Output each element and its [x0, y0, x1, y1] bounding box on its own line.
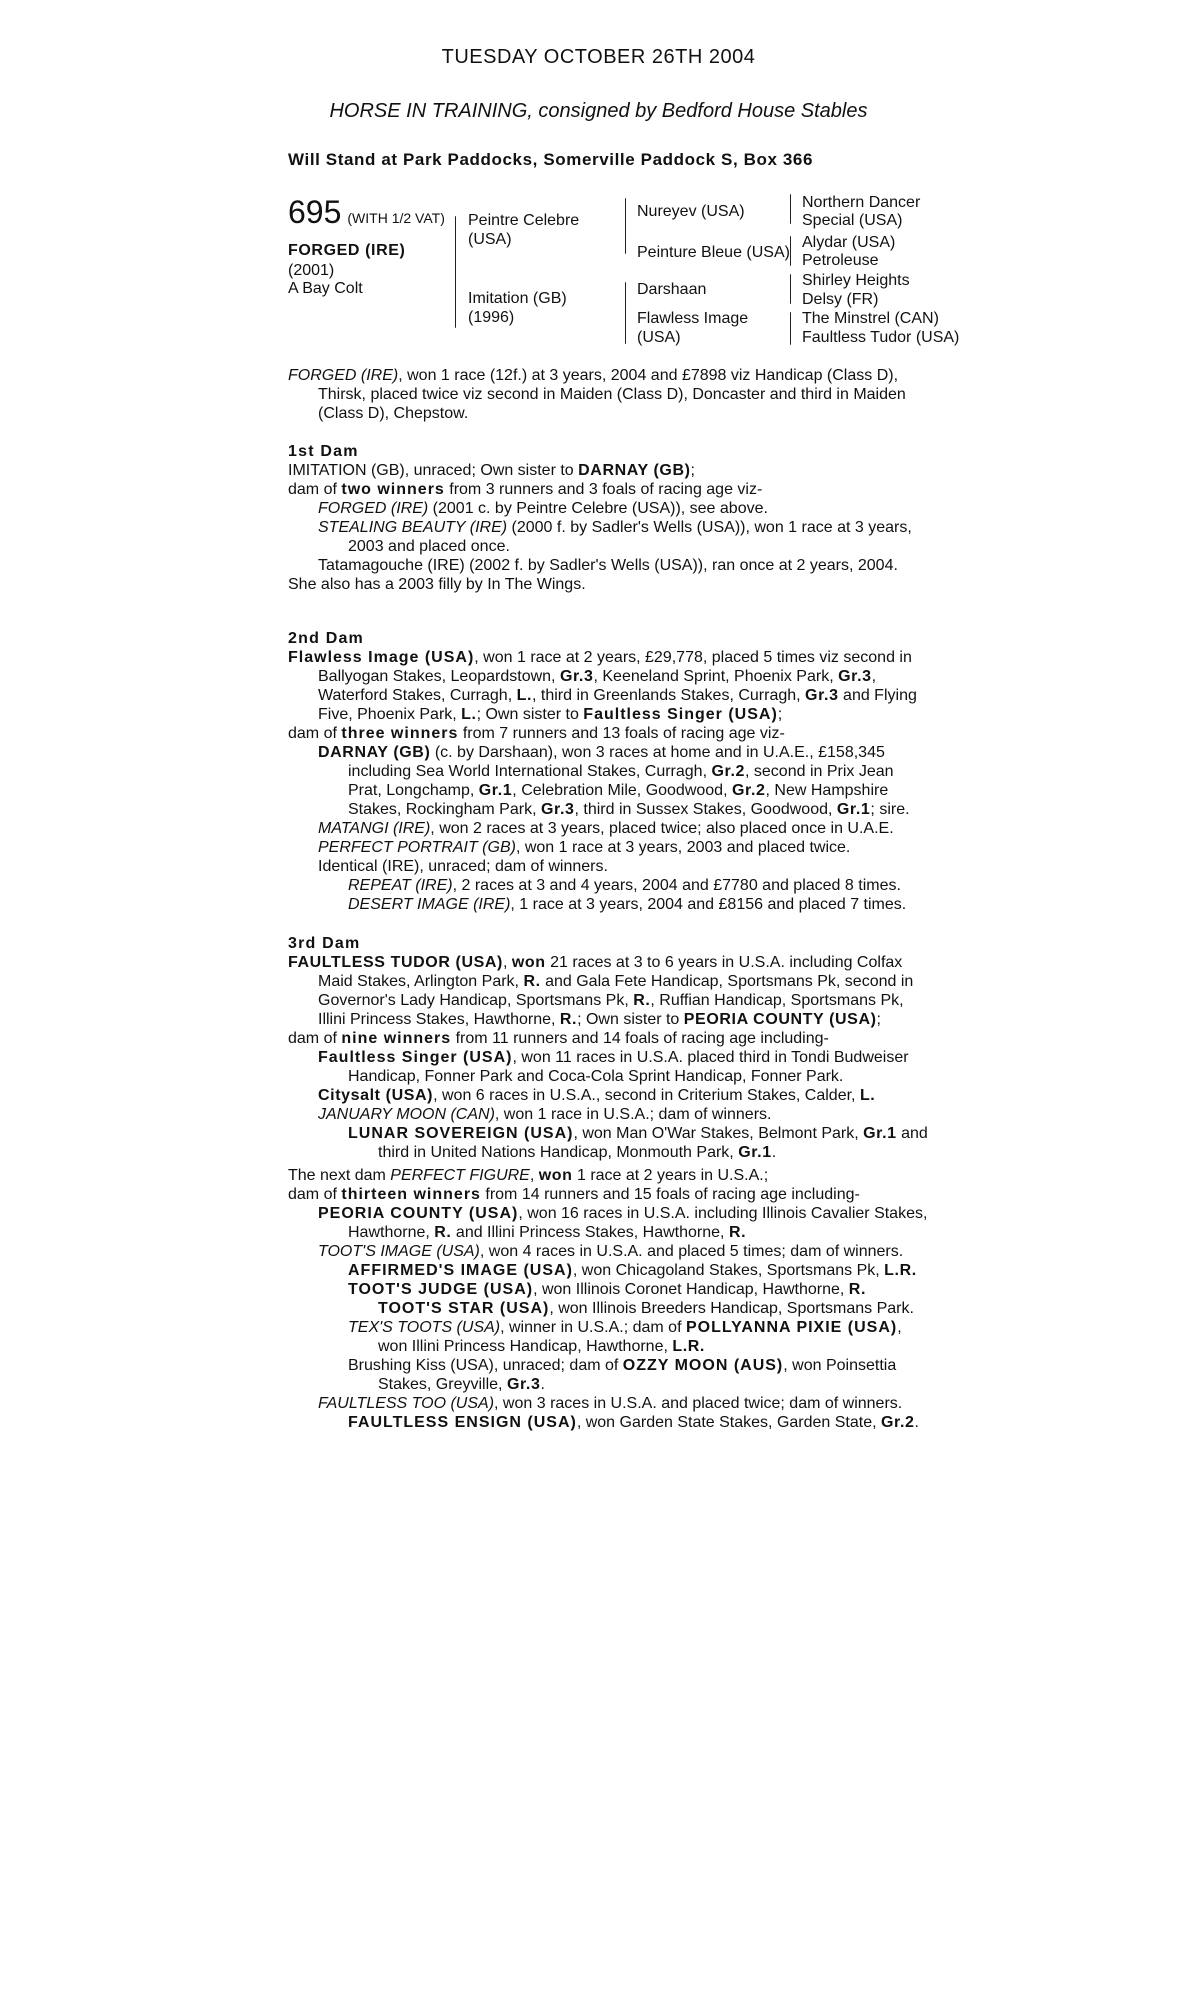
sd-dam: Petroleuse [802, 252, 879, 269]
text-italic: DESERT IMAGE (IRE) [348, 896, 511, 913]
text: . [540, 1376, 545, 1393]
produce-entry [288, 1261, 928, 1280]
produce-entry [288, 1105, 928, 1124]
horse-year: (2001) [288, 262, 335, 279]
produce-entry [288, 743, 928, 819]
text: , won Man O'War Stakes, Belmont Park, [573, 1125, 864, 1142]
text-italic: MATANGI (IRE) [318, 820, 431, 837]
text: (c. by Darshaan), won 3 races at home and in U.A.E., £158,345 including Sea World International Stakes, Curragh, [348, 744, 885, 780]
text: and third in United Nations Handicap, Monmouth Park, [378, 1125, 928, 1161]
text: , won 16 races in U.S.A. including Illinois Cavalier Stakes, Hawthorne, [348, 1205, 928, 1241]
text: The next dam [288, 1167, 391, 1184]
text-bold: DARNAY (GB) [318, 744, 431, 761]
horse-summary [288, 366, 928, 423]
dam-produce-line [288, 1029, 928, 1048]
text: , won Garden State Stakes, Garden State, [576, 1414, 881, 1431]
horse-description: A Bay Colt [288, 280, 363, 297]
text: , Waterford Stakes, Curragh, [318, 668, 877, 704]
text-italic: TOOT'S IMAGE (USA) [318, 1243, 480, 1260]
pedigree-brace [790, 312, 791, 345]
produce-entry [288, 1394, 928, 1413]
text: , won 1 race at 3 years, 2003 and placed twice. [515, 839, 851, 856]
text-italic: FORGED (IRE) [318, 500, 429, 517]
text: . [771, 1144, 777, 1161]
produce-entry [288, 1413, 928, 1432]
text-bold: Faultless Singer (USA) [583, 706, 778, 723]
text: and Flying Five, Phoenix Park, [318, 687, 917, 723]
pedigree-brace [625, 198, 626, 254]
dam-produce-line [288, 1185, 928, 1204]
text-italic: STEALING BEAUTY (IRE) [318, 519, 508, 536]
text: and Illini Princess Stakes, Hawthorne, [451, 1224, 729, 1241]
text: (2000 f. by Sadler's Wells (USA)), won 1 race at 3 years, 2003 and placed once. [348, 519, 912, 555]
text: IMITATION (GB), unraced; Own sister to [288, 462, 579, 479]
first-dam-section [288, 424, 928, 594]
produce-entry [288, 1124, 928, 1162]
text-bold: thirteen winners [341, 1186, 481, 1203]
text-bold: OZZY MOON (AUS) [622, 1357, 784, 1374]
text: dam of [288, 725, 342, 742]
text-bold: Gr.3 [805, 687, 839, 704]
summary-horse-name: FORGED (IRE) [288, 367, 399, 384]
sd-sire: Alydar (USA) [802, 234, 896, 251]
text-italic: JANUARY MOON (CAN) [318, 1106, 495, 1123]
produce-entry [288, 1299, 928, 1318]
dd-sire: The Minstrel (CAN) [802, 310, 939, 327]
text-bold: R. [848, 1281, 866, 1298]
text: dam of [288, 1186, 342, 1203]
produce-entry [288, 518, 928, 556]
text-bold: PEORIA COUNTY (USA) [318, 1205, 519, 1222]
text: , won Illinois Coronet Handicap, Hawthorne, [533, 1281, 849, 1298]
text-bold: R. [523, 973, 541, 990]
text-bold: Gr.3 [838, 668, 872, 685]
text: 1 race at 2 years in U.S.A.; [572, 1167, 769, 1184]
text-bold: L.R. [884, 1262, 917, 1279]
dam-dam [637, 309, 748, 347]
text: , won 1 race in U.S.A.; dam of winners. [494, 1106, 772, 1123]
text: , second in Prix Jean Prat, Longchamp, [348, 763, 894, 799]
text-bold: TOOT'S STAR (USA) [378, 1300, 550, 1317]
text-italic: REPEAT (IRE) [348, 877, 453, 894]
ss-sire: Northern Dancer [802, 194, 921, 211]
text: , New Hampshire Stakes, Rockingham Park, [348, 782, 889, 818]
lot-header [288, 194, 445, 231]
text-bold: Gr.3 [559, 668, 594, 685]
summary-text: , won 1 race (12f.) at 3 years, 2004 and £7898 viz Handicap (Class D), Thirsk, placed twice viz second in Maiden (Class D), Doncaster and third in Maiden (Class D), Chepstow. [318, 367, 906, 422]
text: ; [777, 706, 783, 723]
produce-entry [288, 1242, 928, 1261]
text-bold: Gr.1 [478, 782, 513, 799]
text-bold: TOOT'S JUDGE (USA) [348, 1281, 534, 1298]
dam-produce-line [288, 724, 928, 743]
text: , won 6 races in U.S.A., second in Criterium Stakes, Calder, [433, 1087, 860, 1104]
text: , third in Greenlands Stakes, Curragh, [532, 687, 806, 704]
text: , won 3 races in U.S.A. and placed twice; dam of winners. [494, 1395, 903, 1412]
text-italic: PERFECT FIGURE [390, 1167, 530, 1184]
text-bold: nine winners [341, 1030, 452, 1047]
text: and Gala Fete Handicap, Sportsmans Pk, second in Governor's Lady Handicap, Sportsmans Pk, [318, 973, 914, 1009]
text-bold: Citysalt (USA) [318, 1087, 434, 1104]
text: dam of [288, 481, 342, 498]
text-bold: R. [633, 992, 651, 1009]
lot-vat: (WITH 1/2 VAT) [347, 210, 445, 226]
text: Brushing Kiss (USA), unraced; dam of [348, 1357, 623, 1374]
section-title: 1st Dam [288, 443, 359, 460]
text: , won Illinois Breeders Handicap, Sportsmans Park. [549, 1300, 914, 1317]
text-bold: POLLYANNA PIXIE (USA) [685, 1319, 898, 1336]
text-bold: won [511, 954, 546, 971]
text: , won Poinsettia Stakes, Greyville, [378, 1357, 897, 1393]
pedigree-brace [625, 282, 626, 344]
text: ; Own sister to [577, 1011, 684, 1028]
text: , [502, 954, 512, 971]
text-bold: three winners [341, 725, 459, 742]
produce-note: She also has a 2003 filly by In The Wings. [288, 576, 586, 593]
text-bold: AFFIRMED'S IMAGE (USA) [348, 1262, 573, 1279]
text-bold: PEORIA COUNTY (USA) [683, 1011, 877, 1028]
text-bold: won [538, 1167, 573, 1184]
text-bold: Flawless Image (USA) [288, 649, 475, 666]
text-bold: DARNAY (GB) [578, 462, 691, 479]
text-bold: Gr.3 [540, 801, 575, 818]
text-bold: L. [859, 1087, 876, 1104]
produce-entry [288, 819, 928, 838]
pedigree-brace [455, 216, 456, 328]
produce-entry [288, 1318, 928, 1356]
text-bold: FAULTLESS ENSIGN (USA) [348, 1414, 577, 1431]
produce-entry [288, 838, 928, 857]
text-bold: Faultless Singer (USA) [318, 1049, 513, 1066]
text: , 2 races at 3 and 4 years, 2004 and £7780 and placed 8 times. [452, 877, 901, 894]
dam-line [288, 648, 928, 724]
produce-entry: Identical (IRE), unraced; dam of winners. [318, 858, 608, 875]
dam-line [288, 1166, 928, 1185]
produce-entry: Tatamagouche (IRE) (2002 f. by Sadler's Wells (USA)), ran once at 2 years, 2004. [318, 557, 898, 574]
text: , won Illini Princess Handicap, Hawthorne, [378, 1319, 902, 1355]
text: from 14 runners and 15 foals of racing age including- [480, 1186, 860, 1203]
sire-country: (USA) [468, 231, 512, 248]
dam-produce-line [288, 480, 928, 499]
ss-dam: Special (USA) [802, 212, 903, 229]
text: , Keeneland Sprint, Phoenix Park, [593, 668, 839, 685]
third-dam-section [288, 916, 928, 1162]
text-bold: LUNAR SOVEREIGN (USA) [348, 1125, 574, 1142]
pedigree-sire [468, 211, 579, 249]
dam-sire: Darshaan [637, 281, 707, 298]
text-bold: Gr.3 [506, 1376, 541, 1393]
text: , winner in U.S.A.; dam of [500, 1319, 686, 1336]
produce-entry [288, 1280, 928, 1299]
dam-dam-country: (USA) [637, 329, 681, 346]
text-italic: TEX'S TOOTS (USA) [348, 1319, 501, 1336]
pedigree-brace [790, 236, 791, 266]
dam-line [288, 953, 928, 1029]
dam-dam-name: Flawless Image [637, 310, 749, 327]
text: , Ruffian Handicap, Sportsmans Pk, Illini Princess Stakes, Hawthorne, [318, 992, 904, 1028]
text-bold: R. [728, 1224, 747, 1241]
summary-paragraph [288, 366, 928, 423]
text-italic: FAULTLESS TOO (USA) [318, 1395, 495, 1412]
text: , won 2 races at 3 years, placed twice; also placed once in U.A.E. [430, 820, 894, 837]
text: , won 11 races in U.S.A. placed third in Tondi Budweiser Handicap, Fonner Park and Coca-Cola Sprint Handicap, Fonner Park. [348, 1049, 909, 1085]
text-bold: Gr.1 [863, 1125, 897, 1142]
text: . [914, 1414, 919, 1431]
text: , won Chicagoland Stakes, Sportsmans Pk, [572, 1262, 885, 1279]
dd-dam: Faultless Tudor (USA) [802, 329, 960, 346]
text: from 11 runners and 14 foals of racing age including- [451, 1030, 829, 1047]
text-bold: Gr.1 [738, 1144, 772, 1161]
dam-name: Imitation (GB) [468, 290, 567, 307]
text-italic: PERFECT PORTRAIT (GB) [318, 839, 516, 856]
text: , won 1 race at 2 years, £29,778, placed 5 times viz second in Ballyogan Stakes, Leopardstown, [318, 649, 912, 685]
pedigree-dam [468, 289, 567, 327]
text-bold: L. [461, 706, 477, 723]
dam-year: (1996) [468, 309, 515, 326]
text-bold: Gr.2 [731, 782, 766, 799]
text: ; sire. [870, 801, 910, 818]
text-bold: L. [516, 687, 533, 704]
sire-dam: Peinture Bleue (USA) [637, 244, 790, 261]
text: ; Own sister to [476, 706, 584, 723]
text: dam of [288, 1030, 342, 1047]
text: ; [690, 462, 695, 479]
text: (2001 c. by Peintre Celebre (USA)), see above. [428, 500, 768, 517]
pedigree-brace [790, 274, 791, 304]
produce-entry [288, 895, 928, 914]
sire-sire: Nureyev (USA) [637, 203, 745, 220]
text-bold: R. [559, 1011, 578, 1028]
consignment-line: HORSE IN TRAINING, consigned by Bedford House Stables [329, 100, 868, 122]
next-dam-section [288, 1166, 928, 1432]
ds-dam: Delsy (FR) [802, 291, 879, 308]
sire-name: Peintre Celebre [468, 212, 580, 229]
text-bold: two winners [341, 481, 445, 498]
produce-entry [288, 1204, 928, 1242]
lot-number: 695 [288, 194, 342, 230]
text: 21 races at 3 to 6 years in U.S.A. including Colfax Maid Stakes, Arlington Park, [318, 954, 903, 990]
produce-entry [288, 1356, 928, 1394]
text-bold: FAULTLESS TUDOR (USA) [288, 954, 503, 971]
text-bold: Gr.2 [711, 763, 746, 780]
text-bold: Gr.1 [836, 801, 871, 818]
text: , third in Sussex Stakes, Goodwood, [574, 801, 837, 818]
second-dam-section [288, 611, 928, 914]
text: from 7 runners and 13 foals of racing age viz- [458, 725, 785, 742]
horse-name: FORGED (IRE) [288, 242, 406, 259]
produce-entry [288, 876, 928, 895]
text: , Celebration Mile, Goodwood, [512, 782, 732, 799]
text-bold: Gr.2 [881, 1414, 915, 1431]
produce-entry [288, 499, 928, 518]
text: , won 4 races in U.S.A. and placed 5 times; dam of winners. [479, 1243, 904, 1260]
section-title: 2nd Dam [288, 630, 364, 647]
section-title: 3rd Dam [288, 935, 361, 952]
dam-line [288, 461, 928, 480]
ds-sire: Shirley Heights [802, 272, 910, 289]
pedigree-brace [790, 194, 791, 224]
sale-date: TUESDAY OCTOBER 26TH 2004 [441, 46, 756, 68]
text-bold: L.R. [672, 1338, 705, 1355]
text: from 3 runners and 3 foals of racing age viz- [444, 481, 763, 498]
text: ; [876, 1011, 881, 1028]
produce-entry [288, 1086, 928, 1105]
text: , [529, 1167, 539, 1184]
text-bold: R. [434, 1224, 452, 1241]
produce-entry [288, 1048, 928, 1086]
stand-location: Will Stand at Park Paddocks, Somerville Paddock S, Box 366 [288, 150, 813, 169]
text: , 1 race at 3 years, 2004 and £8156 and placed 7 times. [510, 896, 907, 913]
